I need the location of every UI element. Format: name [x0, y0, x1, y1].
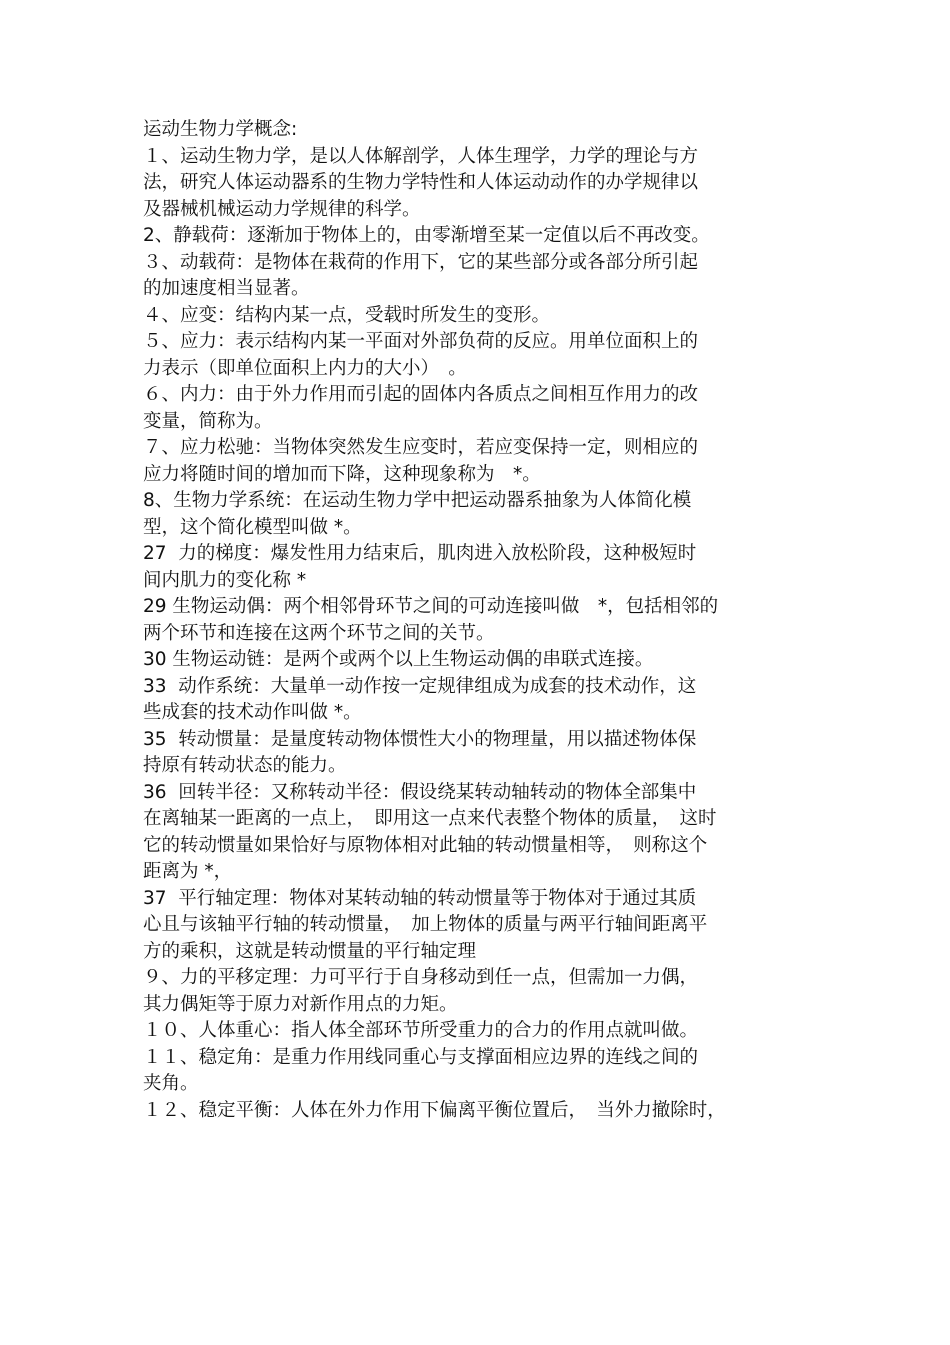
text-line: 它的转动惯量如果恰好与原物体相对此轴的转动惯量相等， 则称这个: [143, 834, 708, 856]
text-line: 些成套的技术动作叫做 *。: [143, 702, 362, 723]
text-line: １１、稳定角：是重力作用线同重心与支撑面相应边界的连线之间的: [143, 1046, 699, 1068]
text-line: 30 生物运动链：是两个或两个以上生物运动偶的串联式连接。: [143, 649, 654, 670]
text-line: ６、内力：由于外力作用而引起的固体内各质点之间相互作用力的改: [143, 384, 699, 405]
text-line: １、运动生物力学，是以人体解剖学，人体生理学，力学的理论与方: [143, 145, 699, 167]
text-line: 方的乘积，这就是转动惯量的平行轴定理: [143, 940, 477, 962]
text-line: 心且与该轴平行轴的转动惯量， 加上物体的质量与两平行轴间距离平: [143, 914, 708, 935]
text-line: 距离为 *，: [143, 861, 233, 882]
text-line: 8、生物力学系统：在运动生物力学中把运动器系抽象为人体简化模: [143, 490, 692, 511]
text-line: 37 平行轴定理：物体对某转动轴的转动惯量等于物体对于通过其质: [143, 887, 697, 909]
text-line: １０、人体重心：指人体全部环节所受重力的合力的作用点就叫做。: [143, 1020, 699, 1041]
text-line: 29 生物运动偶：两个相邻骨环节之间的可动连接叫做 *，包括相邻的: [143, 596, 719, 617]
text-line: ９、力的平移定理：力可平行于自身移动到任一点，但需加一力偶，: [143, 967, 699, 988]
text-line: 间内肌力的变化称 *: [143, 569, 307, 591]
text-line: 变量，简称为。: [143, 410, 273, 432]
text-line: 法，研究人体运动器系的生物力学特性和人体运动动作的办学规律以: [143, 172, 699, 193]
text-line: 应力将随时间的增加而下降，这种现象称为 *。: [143, 463, 541, 485]
text-line: 两个环节和连接在这两个环节之间的关节。: [143, 622, 495, 644]
text-line: ４、应变：结构内某一点，受载时所发生的变形。: [143, 304, 551, 326]
text-line: ７、应力松驰：当物体突然发生应变时，若应变保持一定，则相应的: [143, 437, 699, 458]
text-line: 持原有转动状态的能力。: [143, 755, 347, 776]
text-line: 在离轴某一距离的一点上， 即用这一点来代表整个物体的质量， 这时: [143, 808, 717, 829]
text-line: １２、稳定平衡：人体在外力作用下偏离平衡位置后， 当外力撤除时，: [143, 1099, 726, 1121]
text-line: 33 动作系统：大量单一动作按一定规律组成为成套的技术动作，这: [143, 675, 697, 697]
text-line: 及器械机械运动力学规律的科学。: [143, 198, 421, 220]
text-line: 型，这个简化模型叫做 *。: [143, 516, 362, 538]
text-line: 27 力的梯度：爆发性用力结束后，肌肉进入放松阶段，这种极短时: [143, 543, 697, 564]
text-line: 2、静载荷：逐渐加于物体上的，由零渐增至某一定值以后不再改变。: [143, 225, 710, 246]
text-line: ５、应力：表示结构内某一平面对外部负荷的反应。用单位面积上的: [143, 331, 699, 352]
text-line: 的加速度相当显著。: [143, 278, 310, 299]
text-line: 运动生物力学概念:: [143, 119, 298, 140]
text-line: ３、动载荷：是物体在栽荷的作用下，它的某些部分或各部分所引起: [143, 251, 699, 273]
text-line: 其力偶矩等于原力对新作用点的力矩。: [143, 993, 458, 1015]
text-line: 36 回转半径：又称转动半径：假设绕某转动轴转动的物体全部集中: [143, 781, 697, 803]
text-line: 夹角。: [143, 1073, 199, 1094]
text-line: 力表示（即单位面积上内力的大小） 。: [143, 357, 467, 379]
text-line: 35 转动惯量：是量度转动物体惯性大小的物理量，用以描述物体保: [143, 728, 697, 750]
document-body: [143, 117, 813, 1124]
